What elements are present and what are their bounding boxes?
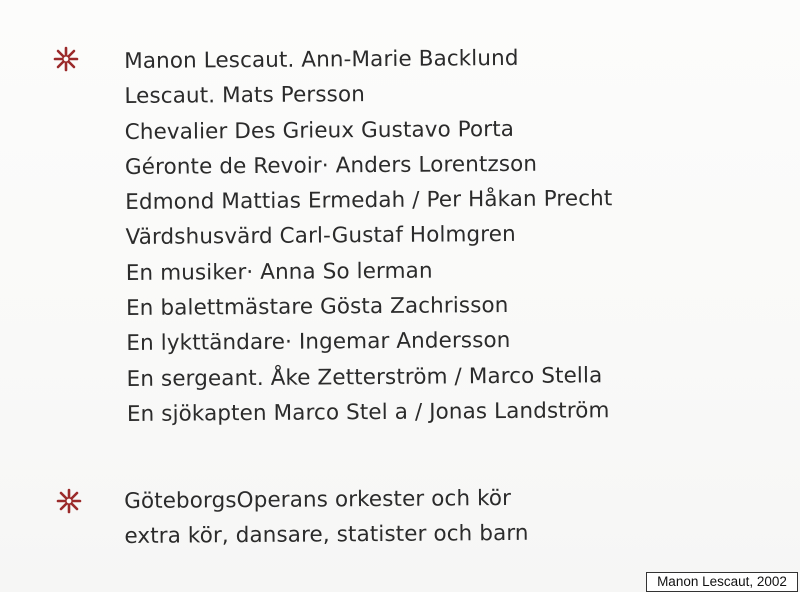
cast-line: Edmond Mattias Ermedah / Per Håkan Precht [125,186,613,216]
cast-line: En lykttändare· Ingemar Andersson [126,328,511,357]
cast-line: En sjökapten Marco Stel a / Jonas Landström [126,398,610,427]
image-caption: Manon Lescaut, 2002 [646,572,798,592]
cast-line: Chevalier Des Grieux Gustavo Porta [124,116,515,145]
cast-line: En musiker· Anna So lerman [125,258,433,286]
ensemble-line: GöteborgsOperans orkester och kör [124,485,512,514]
cast-line: En balettmästare Gösta Zachrisson [125,293,509,322]
cast-line: Lescaut. Mats Persson [124,82,366,110]
cast-line: Géronte de Revoir· Anders Lorentzson [124,151,538,180]
cast-line: En sergeant. Åke Zetterström / Marco Stella [126,362,603,392]
cast-line: Värdshusvärd Carl-Gustaf Holmgren [125,222,516,251]
asterisk-flower-icon [53,46,79,72]
ensemble-list [124,481,529,555]
asterisk-flower-icon [56,488,82,514]
cast-line: Manon Lescaut. Ann-Marie Backlund [124,45,519,74]
ensemble-line: extra kör, dansare, statister och barn [124,521,529,550]
cast-list [124,40,614,432]
